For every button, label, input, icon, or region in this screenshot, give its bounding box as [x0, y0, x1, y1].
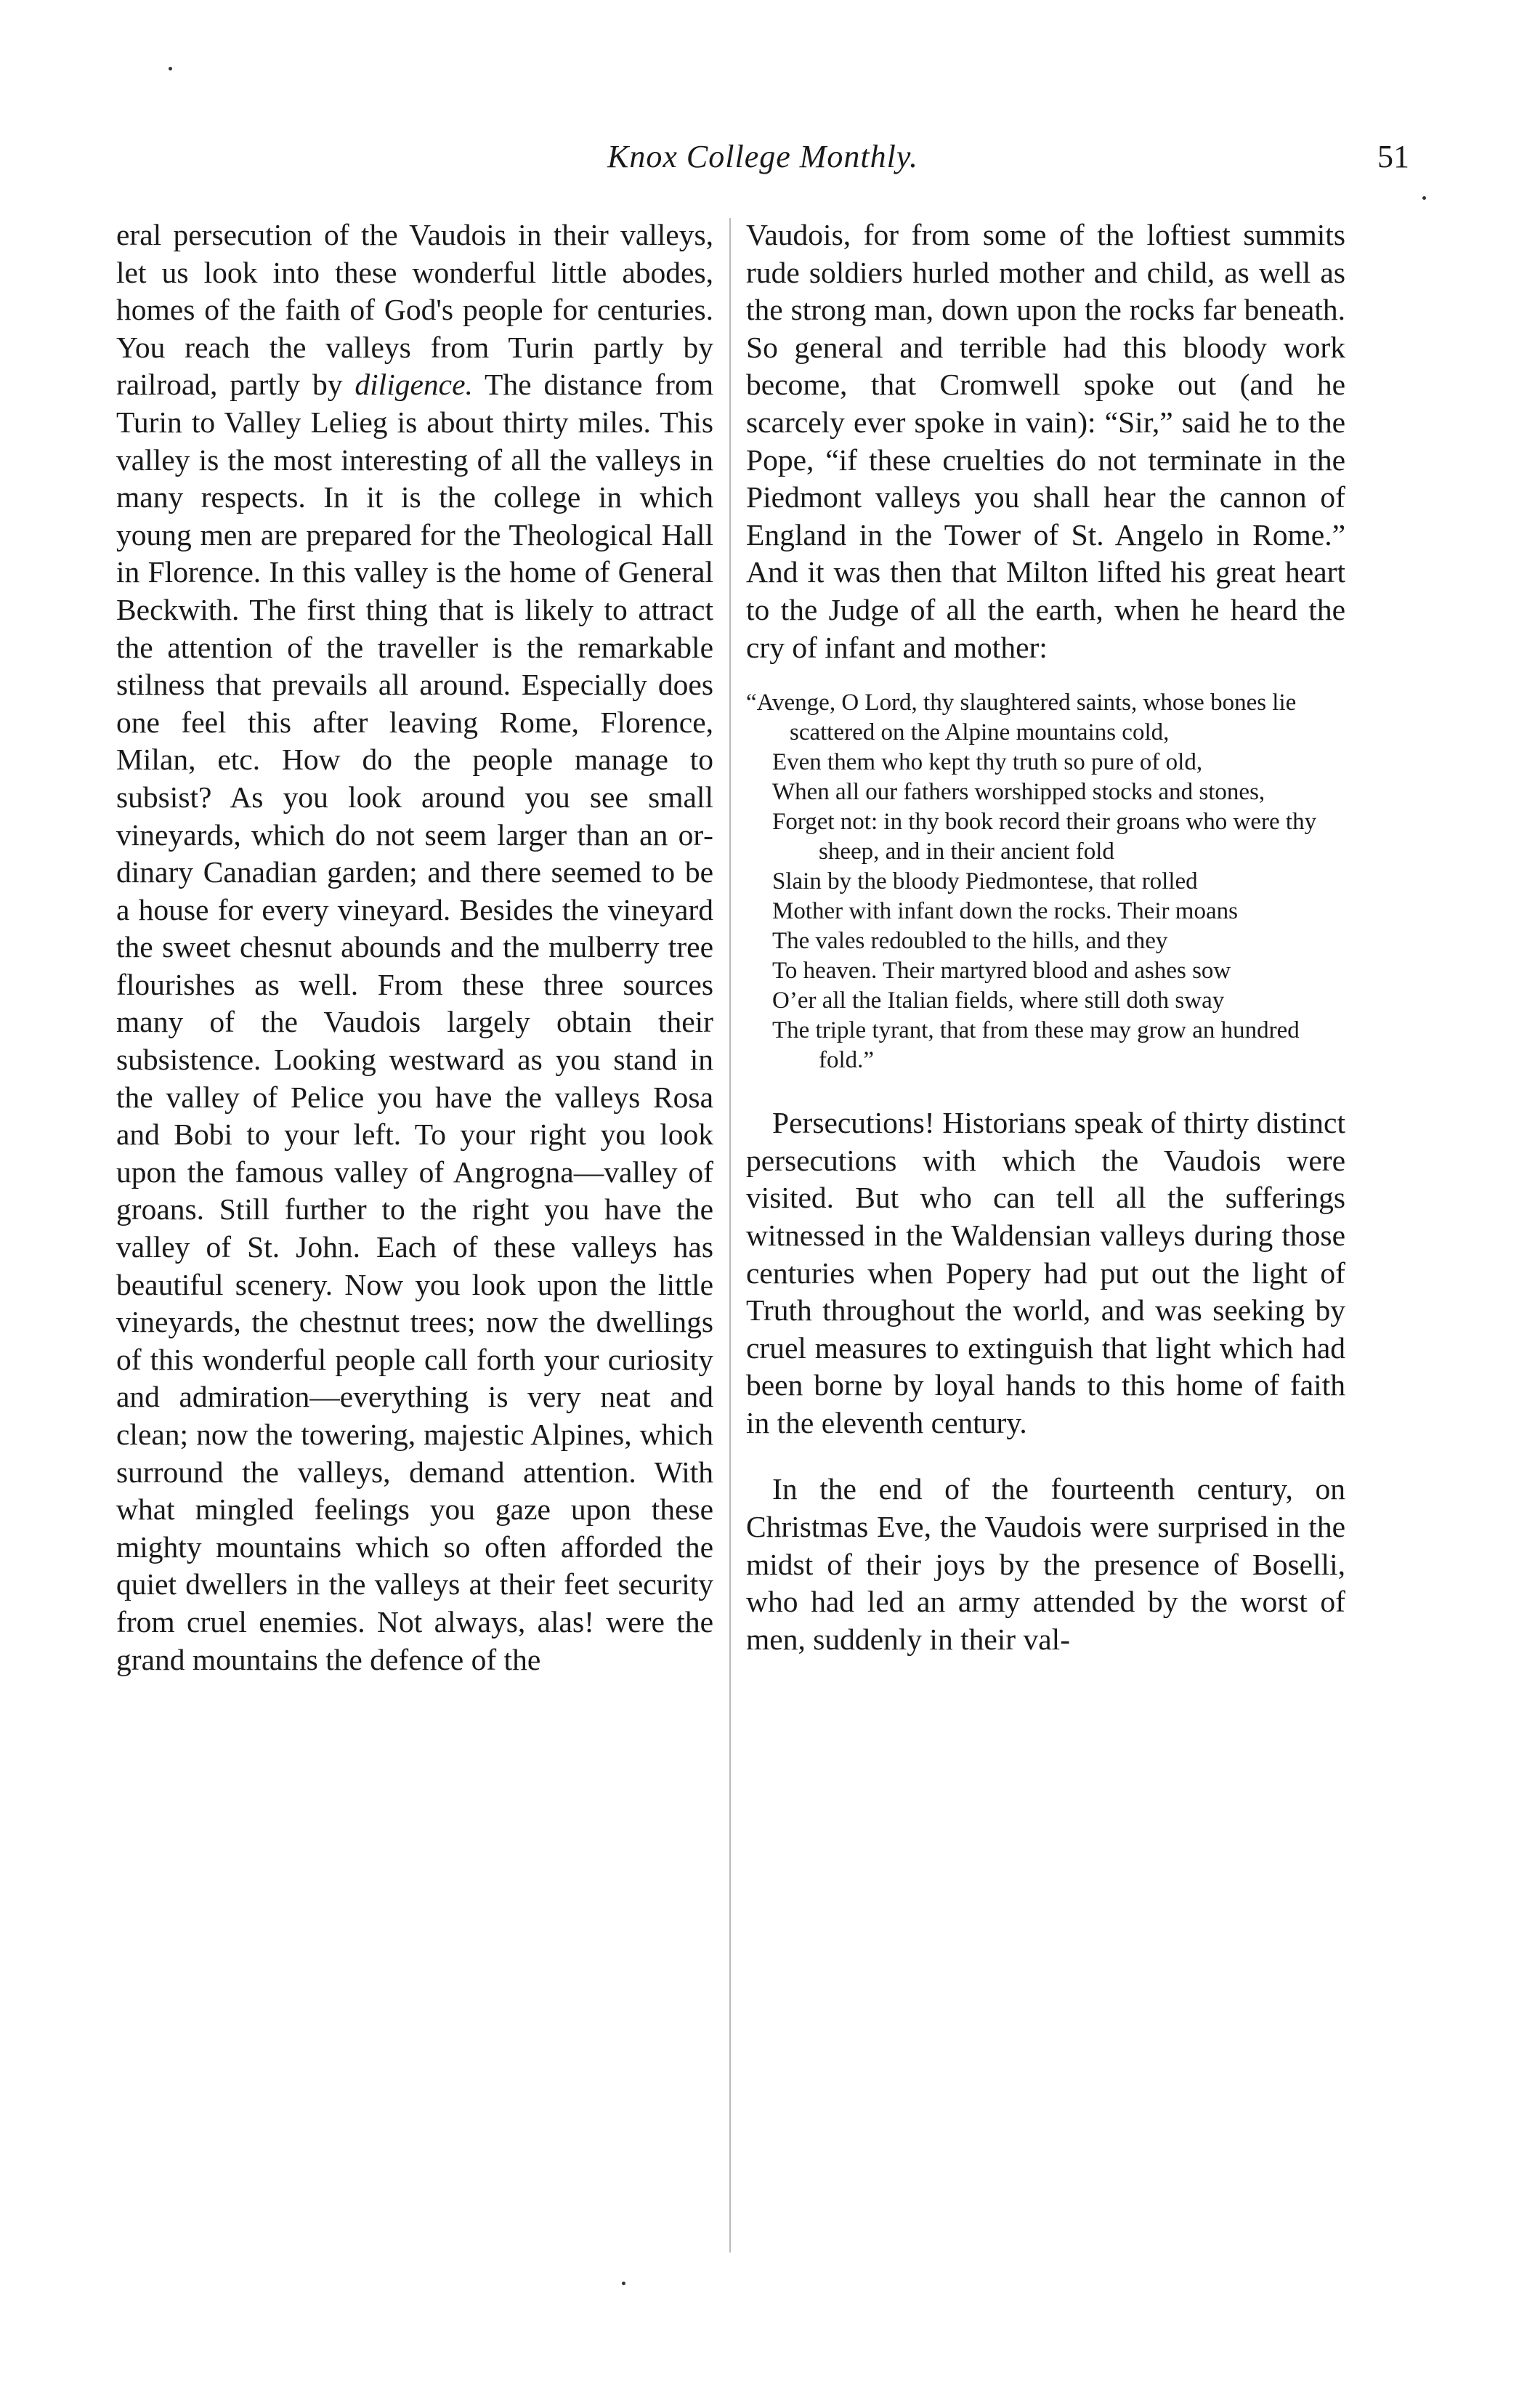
- poem-line: Slain by the bloody Piedmontese, that rolled: [772, 868, 1198, 895]
- milton-poem: [746, 688, 1345, 1075]
- italic-word-diligence: diligence.: [355, 368, 473, 402]
- page-header: [116, 138, 1409, 189]
- poem-line: To heaven. Their martyred blood and ashes sow: [772, 958, 1231, 985]
- left-text-part-1: eral persecution of the Vaudois in their valleys, let us look into these wonderful little abodes, homes of the faith of God's people for centuries. You reach the valleys from Turin partly by railroad, partly by: [116, 218, 713, 402]
- left-column: [116, 217, 713, 1678]
- column-divider: [729, 218, 731, 2253]
- left-text-part-2: The distance from Turin to Valley Lelieg is about thirty miles. This valley is the most interesting of all the valleys in many respects. In it is the college in which young men are prepared for the Theological Hall in Florence. In this valley is the home of General Beckwith. The first thing that is likely to attract the attention of the traveller is the remarkable stilness that prevails all around. Especially does one feel this after leaving Rome, Florence, Milan, etc. How do the people manage to subsist? As you look around you see small vineyards, which do not seem larger than an ordinary Canadian garden; and there seemed to be a house for every vineyard. Besides the vineyard the sweet chesnut abounds and the mulberry tree flourishes as well. From these three sources many of the Vaudois largely obtain their subsistence. Looking westward as you stand in the valley of Pelice you have the valleys Rosa and Bobi to your left. To your right you look upon the famous valley of Angrogna—valley of groans. Still further to the right you have the valley of St. John. Each of these valleys has beautiful scenery. Now you look upon the little vineyards, the chestnut trees; now the dwellings of this wonderful people call forth your curiosity and admiration—everything is very neat and clean; now the towering, majestic Alpines, which surround the valleys, demand attention. With what mingled feelings you gaze upon these mighty mountains which so often afforded the quiet dwellers in the valleys at their feet security from cruel enemies. Not always, alas! were the grand mountains the defence of the: [116, 368, 713, 1676]
- right-paragraph-3: In the end of the fourteenth century, on Christmas Eve, the Vaudois were surprised in the midst of their joys by the presence of Boselli, who had led an army attended by the worst of men, suddenly in their val-: [746, 1472, 1345, 1656]
- right-paragraph-1: Vaudois, for from some of the loftiest summits rude soldiers hurled mother and child, as well as the strong man, down upon the rocks far beneath. So general and terrible had this bloody work become, that Cromwell spoke out (and he scarcely ever spoke in vain): “Sir,” said he to the Pope, “if these cruelties do not terminate in the Piedmont valleys you shall hear the cannon of England in the Tower of St. Angelo in Rome.” And it was then that Milton lifted his great heart to the Judge of all the earth, when he heard the cry of infant and mother:: [746, 218, 1345, 664]
- poem-line: Mother with infant down the rocks. Their moans: [772, 898, 1238, 925]
- stray-mark: [1422, 196, 1426, 200]
- stray-mark: [622, 2282, 625, 2285]
- right-column: [746, 217, 1345, 1658]
- poem-line: Forget not: in thy book record their groans who were thy sheep, and in their ancient fold: [772, 809, 1317, 865]
- left-paragraph: [116, 217, 713, 1678]
- page-number: 51: [1377, 139, 1409, 174]
- stray-mark: [169, 67, 172, 70]
- poem-line: The triple tyrant, that from these may grow an hundred fold.”: [772, 1017, 1300, 1074]
- poem-line: Even them who kept thy truth so pure of old,: [772, 749, 1203, 776]
- running-title: Knox College Monthly.: [607, 139, 918, 174]
- poem-line: O’er all the Italian fields, where still doth sway: [772, 987, 1225, 1014]
- poem-line: The vales redoubled to the hills, and they: [772, 928, 1168, 955]
- right-paragraph-2: Persecutions! Historians speak of thirty distinct persecutions with which the Vaudois were visited. But who can tell all the sufferings witnessed in the Waldensian valleys during those centuries when Popery had put out the light of Truth throughout the world, and was seeking by cruel measures to extinguish that light which had been borne by loyal hands to this home of faith in the eleventh century.: [746, 1106, 1345, 1439]
- poem-line: “Avenge, O Lord, thy slaughtered saints, whose bones lie scattered on the Alpine mountains cold,: [746, 690, 1297, 746]
- poem-line: When all our fathers worshipped stocks and stones,: [772, 779, 1265, 806]
